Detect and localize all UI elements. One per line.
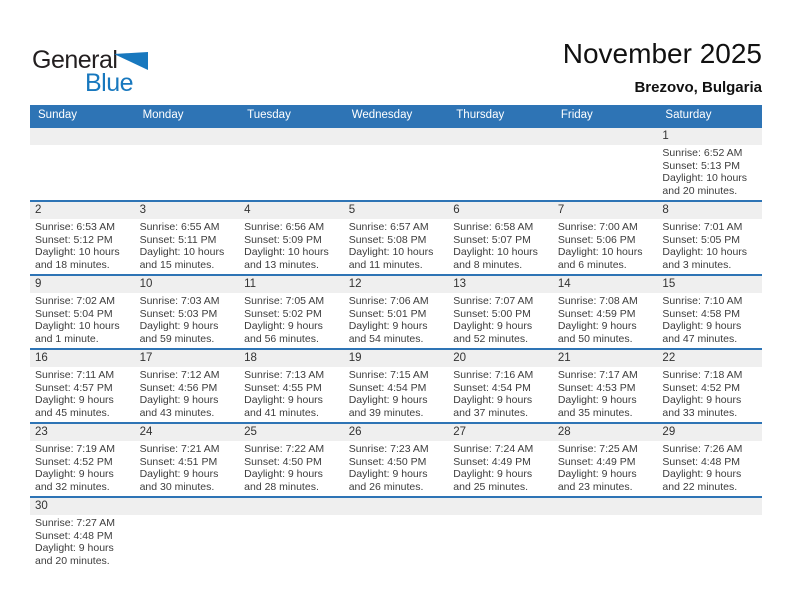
empty-day-cell xyxy=(135,145,240,200)
sunrise-text: Sunrise: 7:18 AM xyxy=(662,369,743,381)
weekday-header-friday: Friday xyxy=(560,109,593,121)
day-number: 27 xyxy=(453,426,467,438)
sunset-text: Sunset: 4:52 PM xyxy=(35,455,113,468)
sunrise-text: Sunrise: 7:26 AM xyxy=(662,443,743,455)
daylight-text: Daylight: 9 hours and 37 minutes. xyxy=(453,394,533,419)
sunset-text: Sunset: 5:07 PM xyxy=(453,233,531,246)
day-number: 2 xyxy=(35,204,42,216)
day-cell xyxy=(553,293,658,348)
sunset-text: Sunset: 4:57 PM xyxy=(35,381,113,394)
day-number-band xyxy=(30,276,762,293)
day-number: 29 xyxy=(662,426,676,438)
day-cell xyxy=(30,293,135,348)
empty-day-number xyxy=(344,128,449,145)
daylight-text: Daylight: 10 hours and 13 minutes. xyxy=(244,246,329,271)
day-number: 19 xyxy=(348,352,362,364)
day-number: 13 xyxy=(453,278,467,290)
day-number: 14 xyxy=(557,278,571,290)
sunrise-text: Sunrise: 7:17 AM xyxy=(557,369,638,381)
day-number: 21 xyxy=(557,352,571,364)
day-cell xyxy=(448,367,553,422)
empty-day-cell xyxy=(239,515,344,570)
day-number: 25 xyxy=(244,426,257,438)
empty-day-number xyxy=(135,498,240,515)
daylight-text: Daylight: 10 hours and 3 minutes. xyxy=(662,246,748,271)
sunset-text: Sunset: 5:02 PM xyxy=(244,307,322,320)
day-cell xyxy=(657,441,762,496)
daylight-text: Daylight: 9 hours and 20 minutes. xyxy=(35,542,114,567)
daylight-text: Daylight: 10 hours and 8 minutes. xyxy=(453,246,538,271)
day-cell xyxy=(30,219,135,274)
sunrise-text: Sunrise: 7:00 AM xyxy=(557,221,638,233)
day-cell xyxy=(657,145,762,200)
day-number: 10 xyxy=(139,278,153,290)
day-number-band xyxy=(30,498,762,515)
day-cell xyxy=(30,367,135,422)
day-cells-row xyxy=(30,441,762,496)
sunset-text: Sunset: 5:05 PM xyxy=(662,233,741,246)
sunset-text: Sunset: 5:08 PM xyxy=(348,233,427,246)
empty-day-number xyxy=(344,498,449,515)
sunrise-text: Sunrise: 7:25 AM xyxy=(557,443,638,455)
empty-day-cell xyxy=(448,515,553,570)
sunset-text: Sunset: 5:12 PM xyxy=(35,233,113,246)
sunset-text: Sunset: 5:13 PM xyxy=(662,159,741,172)
sunrise-text: Sunrise: 7:05 AM xyxy=(244,295,325,307)
daylight-text: Daylight: 10 hours and 20 minutes. xyxy=(662,172,748,197)
sunrise-text: Sunrise: 7:03 AM xyxy=(139,295,220,307)
sunset-text: Sunset: 4:54 PM xyxy=(453,381,531,394)
sunset-text: Sunset: 4:50 PM xyxy=(348,455,427,468)
day-cell xyxy=(553,441,658,496)
day-number: 7 xyxy=(557,204,565,216)
empty-day-number xyxy=(135,128,240,145)
sunrise-text: Sunrise: 6:58 AM xyxy=(453,221,534,233)
daylight-text: Daylight: 9 hours and 33 minutes. xyxy=(662,394,742,419)
day-number: 6 xyxy=(453,204,460,216)
daylight-text: Daylight: 9 hours and 28 minutes. xyxy=(244,468,323,493)
sunset-text: Sunset: 4:55 PM xyxy=(244,381,322,394)
sunrise-text: Sunrise: 7:06 AM xyxy=(348,295,429,307)
daylight-text: Daylight: 9 hours and 25 minutes. xyxy=(453,468,533,493)
day-number: 3 xyxy=(139,204,146,216)
sunset-text: Sunset: 4:48 PM xyxy=(35,529,113,542)
daylight-text: Daylight: 10 hours and 11 minutes. xyxy=(348,246,434,271)
empty-day-cell xyxy=(30,145,135,200)
day-number: 12 xyxy=(348,278,362,290)
sunset-text: Sunset: 4:52 PM xyxy=(662,381,741,394)
empty-day-cell xyxy=(553,145,658,200)
day-cell xyxy=(135,367,240,422)
day-cell xyxy=(657,219,762,274)
weekday-header-saturday: Saturday xyxy=(665,109,712,121)
logo-triangle-icon xyxy=(114,52,148,70)
calendar-table xyxy=(30,105,762,570)
day-cells-row xyxy=(30,515,762,570)
day-cell xyxy=(239,293,344,348)
day-number: 20 xyxy=(453,352,467,364)
daylight-text: Daylight: 9 hours and 35 minutes. xyxy=(557,394,637,419)
day-number: 15 xyxy=(662,278,676,290)
daylight-text: Daylight: 9 hours and 39 minutes. xyxy=(348,394,428,419)
sunrise-text: Sunrise: 7:19 AM xyxy=(35,443,115,455)
daylight-text: Daylight: 9 hours and 45 minutes. xyxy=(35,394,114,419)
sunrise-text: Sunrise: 7:02 AM xyxy=(35,295,115,307)
empty-day-number xyxy=(553,498,658,515)
sunset-text: Sunset: 5:09 PM xyxy=(244,233,322,246)
empty-day-cell xyxy=(553,515,658,570)
day-cell xyxy=(553,367,658,422)
day-cells-row xyxy=(30,219,762,274)
daylight-text: Daylight: 9 hours and 54 minutes. xyxy=(348,320,428,345)
empty-day-number xyxy=(239,498,344,515)
sunrise-text: Sunrise: 6:55 AM xyxy=(139,221,220,233)
day-number: 24 xyxy=(139,426,153,438)
day-cell xyxy=(135,293,240,348)
sunrise-text: Sunrise: 7:23 AM xyxy=(348,443,429,455)
day-number: 9 xyxy=(35,278,42,290)
day-cell xyxy=(344,219,449,274)
day-cell xyxy=(239,219,344,274)
empty-day-cell xyxy=(657,515,762,570)
weekday-header-monday: Monday xyxy=(142,109,184,121)
daylight-text: Daylight: 10 hours and 6 minutes. xyxy=(557,246,643,271)
daylight-text: Daylight: 10 hours and 15 minutes. xyxy=(139,246,225,271)
sunrise-text: Sunrise: 6:53 AM xyxy=(35,221,115,233)
sunrise-text: Sunrise: 7:21 AM xyxy=(139,443,220,455)
empty-day-number xyxy=(30,128,135,145)
title-block xyxy=(563,38,762,96)
sunset-text: Sunset: 4:49 PM xyxy=(557,455,636,468)
day-number-band xyxy=(30,202,762,219)
sunset-text: Sunset: 4:51 PM xyxy=(139,455,218,468)
day-number: 4 xyxy=(244,204,251,216)
sunrise-text: Sunrise: 7:01 AM xyxy=(662,221,743,233)
day-number: 26 xyxy=(348,426,362,438)
day-cell xyxy=(657,293,762,348)
day-number-band xyxy=(30,424,762,441)
day-cell xyxy=(30,441,135,496)
empty-day-cell xyxy=(344,145,449,200)
day-cell xyxy=(30,515,135,570)
day-number: 1 xyxy=(662,130,669,142)
daylight-text: Daylight: 9 hours and 41 minutes. xyxy=(244,394,323,419)
day-number: 28 xyxy=(557,426,571,438)
week-row xyxy=(30,126,762,200)
weekday-header-tuesday: Tuesday xyxy=(247,109,291,121)
empty-day-cell xyxy=(448,145,553,200)
sunset-text: Sunset: 5:03 PM xyxy=(139,307,218,320)
sunrise-text: Sunrise: 6:57 AM xyxy=(348,221,429,233)
day-cell xyxy=(239,441,344,496)
weeks-container xyxy=(30,126,762,570)
sunset-text: Sunset: 4:48 PM xyxy=(662,455,741,468)
sunset-text: Sunset: 4:56 PM xyxy=(139,381,218,394)
day-cell xyxy=(344,367,449,422)
sunrise-text: Sunrise: 6:56 AM xyxy=(244,221,325,233)
week-row xyxy=(30,274,762,348)
sunrise-text: Sunrise: 7:11 AM xyxy=(35,369,115,381)
day-cell xyxy=(344,441,449,496)
daylight-text: Daylight: 9 hours and 30 minutes. xyxy=(139,468,219,493)
week-row xyxy=(30,496,762,570)
day-number-band xyxy=(30,350,762,367)
day-cells-row xyxy=(30,367,762,422)
day-number: 11 xyxy=(244,278,257,290)
sunrise-text: Sunrise: 7:16 AM xyxy=(453,369,534,381)
week-row xyxy=(30,348,762,422)
daylight-text: Daylight: 9 hours and 32 minutes. xyxy=(35,468,114,493)
sunset-text: Sunset: 4:53 PM xyxy=(557,381,636,394)
day-number: 23 xyxy=(35,426,48,438)
sunrise-text: Sunrise: 7:08 AM xyxy=(557,295,638,307)
empty-day-number xyxy=(448,498,553,515)
logo-text-general: General xyxy=(32,46,118,74)
day-cells-row xyxy=(30,293,762,348)
sunset-text: Sunset: 4:50 PM xyxy=(244,455,322,468)
daylight-text: Daylight: 9 hours and 59 minutes. xyxy=(139,320,219,345)
sunrise-text: Sunrise: 7:12 AM xyxy=(139,369,220,381)
day-cell xyxy=(239,367,344,422)
day-cell xyxy=(448,293,553,348)
daylight-text: Daylight: 9 hours and 22 minutes. xyxy=(662,468,742,493)
weekday-header-row xyxy=(30,105,762,126)
page-title: November 2025 xyxy=(562,38,762,69)
sunset-text: Sunset: 4:58 PM xyxy=(662,307,741,320)
logo xyxy=(32,46,162,97)
day-cell xyxy=(553,219,658,274)
week-row xyxy=(30,422,762,496)
weekday-header-wednesday: Wednesday xyxy=(351,109,413,121)
sunset-text: Sunset: 5:11 PM xyxy=(139,233,217,246)
empty-day-number xyxy=(657,498,762,515)
day-number: 17 xyxy=(139,352,153,364)
day-number-band xyxy=(30,128,762,145)
empty-day-cell xyxy=(344,515,449,570)
sunrise-text: Sunrise: 7:15 AM xyxy=(348,369,429,381)
daylight-text: Daylight: 9 hours and 26 minutes. xyxy=(348,468,428,493)
day-number: 18 xyxy=(244,352,257,364)
weekday-header-sunday: Sunday xyxy=(38,109,78,121)
day-number: 30 xyxy=(35,500,48,512)
sunrise-text: Sunrise: 7:07 AM xyxy=(453,295,534,307)
daylight-text: Daylight: 9 hours and 47 minutes. xyxy=(662,320,742,345)
sunset-text: Sunset: 5:01 PM xyxy=(348,307,427,320)
sunset-text: Sunset: 5:06 PM xyxy=(557,233,636,246)
empty-day-cell xyxy=(239,145,344,200)
daylight-text: Daylight: 9 hours and 56 minutes. xyxy=(244,320,323,345)
sunset-text: Sunset: 4:59 PM xyxy=(557,307,636,320)
day-cell xyxy=(135,441,240,496)
page-subtitle: Brezovo, Bulgaria xyxy=(634,79,762,96)
day-cell xyxy=(657,367,762,422)
empty-day-number xyxy=(553,128,658,145)
daylight-text: Daylight: 9 hours and 23 minutes. xyxy=(557,468,637,493)
sunset-text: Sunset: 5:04 PM xyxy=(35,307,113,320)
daylight-text: Daylight: 9 hours and 50 minutes. xyxy=(557,320,637,345)
sunset-text: Sunset: 4:49 PM xyxy=(453,455,531,468)
week-row xyxy=(30,200,762,274)
day-number: 5 xyxy=(348,204,356,216)
weekday-header-thursday: Thursday xyxy=(456,109,505,121)
sunrise-text: Sunrise: 7:13 AM xyxy=(244,369,325,381)
day-cells-row xyxy=(30,145,762,200)
sunrise-text: Sunrise: 7:22 AM xyxy=(244,443,325,455)
day-number: 22 xyxy=(662,352,676,364)
day-cell xyxy=(344,293,449,348)
empty-day-number xyxy=(239,128,344,145)
sunrise-text: Sunrise: 7:27 AM xyxy=(35,517,115,529)
empty-day-cell xyxy=(135,515,240,570)
daylight-text: Daylight: 9 hours and 52 minutes. xyxy=(453,320,533,345)
sunset-text: Sunset: 4:54 PM xyxy=(348,381,427,394)
empty-day-number xyxy=(448,128,553,145)
day-cell xyxy=(135,219,240,274)
daylight-text: Daylight: 9 hours and 43 minutes. xyxy=(139,394,219,419)
day-cell xyxy=(448,441,553,496)
sunrise-text: Sunrise: 7:10 AM xyxy=(662,295,743,307)
sunrise-text: Sunrise: 7:24 AM xyxy=(453,443,534,455)
sunrise-text: Sunrise: 6:52 AM xyxy=(662,147,743,159)
logo-text-blue: Blue xyxy=(85,69,134,97)
daylight-text: Daylight: 10 hours and 1 minute. xyxy=(35,320,120,345)
daylight-text: Daylight: 10 hours and 18 minutes. xyxy=(35,246,120,271)
day-number: 8 xyxy=(662,204,669,216)
sunset-text: Sunset: 5:00 PM xyxy=(453,307,531,320)
day-number: 16 xyxy=(35,352,48,364)
day-cell xyxy=(448,219,553,274)
